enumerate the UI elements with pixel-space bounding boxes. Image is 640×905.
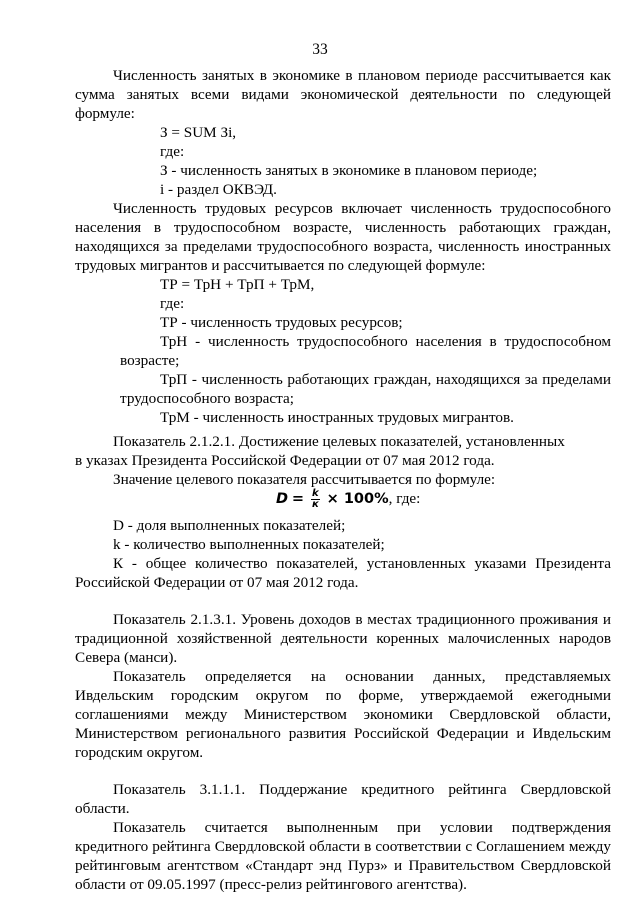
- paragraph-line: Показатель определяется на основании данных, представляемых: [113, 668, 611, 685]
- definition-line: k - количество выполненных показателей;: [113, 536, 385, 553]
- definition-line: i - раздел ОКВЭД.: [160, 181, 277, 198]
- formula-times: × 100%: [326, 491, 389, 508]
- indicator-heading: в указах Президента Российской Федерации от 07 мая 2012 года.: [75, 452, 495, 469]
- paragraph-line: населения в трудоспособном возрасте, численность работающих граждан,: [75, 219, 611, 236]
- paragraph-line: кредитного рейтинга Свердловской области в соответствии с Соглашением между: [75, 838, 611, 855]
- paragraph-line: Показатель считается выполненным при условии подтверждения: [113, 819, 611, 836]
- indicator-heading: Показатель 3.1.1.1. Поддержание кредитного рейтинга Свердловской: [113, 781, 611, 798]
- indicator-heading: Показатель 2.1.2.1. Достижение целевых показателей, установленных: [113, 433, 565, 450]
- paragraph-line: формуле:: [75, 105, 135, 122]
- formula-lhs: D: [276, 491, 289, 508]
- paragraph-line: Численность занятых в экономике в плановом периоде рассчитывается как: [113, 67, 611, 84]
- paragraph-line: соглашениями между Министерством экономики Свердловской области,: [75, 706, 611, 723]
- paragraph-line: Министерством регионального развития Российской Федерации и Ивдельским: [75, 725, 611, 742]
- formula-equals: =: [291, 491, 305, 508]
- where-label: где:: [160, 143, 185, 160]
- paragraph-line: городским округом.: [75, 744, 204, 761]
- formula-line: З = SUM Зi,: [160, 124, 237, 141]
- formula-tail: , где:: [388, 490, 421, 508]
- percentage-formula: [276, 489, 420, 510]
- formula-fraction: [311, 489, 320, 510]
- paragraph-line: Значение целевого показателя рассчитывается по формуле:: [113, 471, 496, 488]
- page-number: 33: [312, 41, 328, 58]
- paragraph-line: области от 09.05.1997 (пресс-релиз рейтингового агентства).: [75, 876, 467, 893]
- paragraph-line: области.: [75, 800, 130, 817]
- paragraph-line: рейтинговым агентством «Стандарт энд Пурз» и Правительством Свердловской: [75, 857, 611, 874]
- paragraph-line: Численность трудовых ресурсов включает численность трудоспособного: [113, 200, 611, 217]
- indicator-heading: Показатель 2.1.3.1. Уровень доходов в местах традиционного проживания и: [113, 611, 611, 628]
- paragraph-line: Севера (манси).: [75, 649, 178, 666]
- definition-line: ТрП - численность работающих граждан, находящихся за пределами: [160, 371, 611, 388]
- paragraph-line: находящихся за пределами трудоспособного возраста, численность иностранных: [75, 238, 611, 255]
- definition-line: ТрМ - численность иностранных трудовых мигрантов.: [160, 409, 514, 426]
- paragraph-line: сумма занятых всеми видами экономической деятельности по следующей: [75, 86, 611, 103]
- definition-line: З - численность занятых в экономике в плановом периоде;: [160, 162, 538, 179]
- definition-line: возрасте;: [120, 352, 180, 369]
- formula-denominator: к: [311, 499, 319, 510]
- definition-line: трудоспособного возраста;: [120, 390, 294, 407]
- formula-numerator: k: [312, 488, 319, 499]
- formula-line: ТР = ТрН + ТрП + ТрМ,: [160, 276, 315, 293]
- paragraph-line: Ивдельским городским округом по форме, утверждаемой ежегодными: [75, 687, 611, 704]
- definition-line: К - общее количество показателей, установленных указами Президента: [113, 555, 611, 572]
- definition-line: D - доля выполненных показателей;: [113, 517, 346, 534]
- definition-line: ТР - численность трудовых ресурсов;: [160, 314, 403, 331]
- where-label: где:: [160, 295, 185, 312]
- definition-line: Российской Федерации от 07 мая 2012 года.: [75, 574, 359, 591]
- definition-line: ТрН - численность трудоспособного населения в трудоспособном: [160, 333, 611, 350]
- paragraph-line: трудовых мигрантов и рассчитывается по следующей формуле:: [75, 257, 486, 274]
- paragraph-line: традиционной хозяйственной деятельности коренных малочисленных народов: [75, 630, 611, 647]
